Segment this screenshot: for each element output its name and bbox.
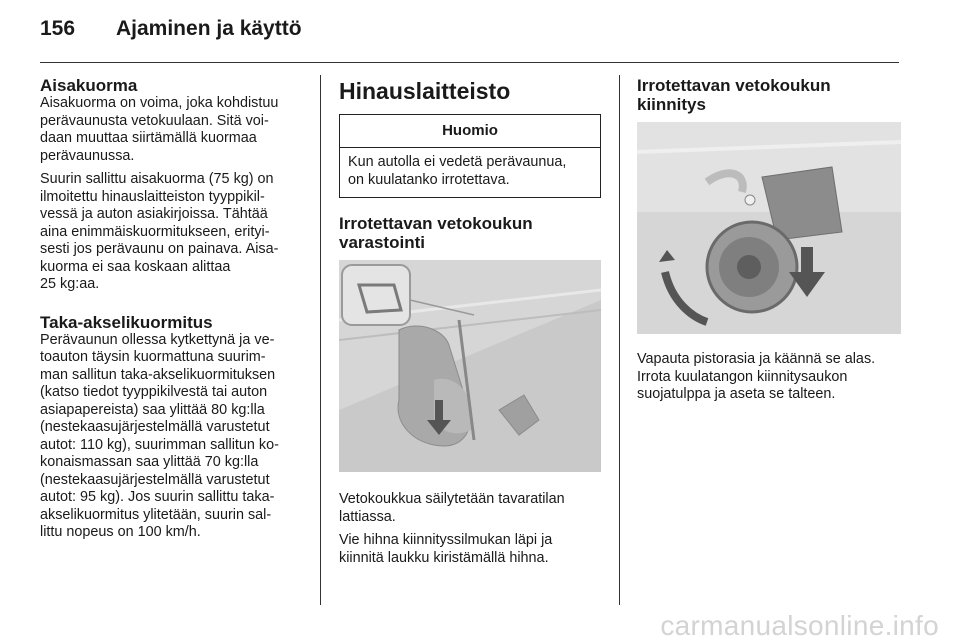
page-number: 156 bbox=[40, 17, 76, 40]
notice-box bbox=[339, 114, 601, 198]
section-heading-kiinnitys: Irrotettavan vetokoukun kiinnitys bbox=[637, 76, 831, 114]
column-2 bbox=[339, 76, 601, 573]
section-heading-varastointi: Irrotettavan vetokoukun varastointi bbox=[339, 214, 533, 252]
watermark: carmanualsonline.info bbox=[660, 610, 939, 641]
notice-title: Huomio bbox=[340, 115, 600, 148]
notice-body: Kun autolla ei vedetä perävaunua, on kuulatanko irrotettava. bbox=[348, 154, 567, 188]
page-header bbox=[40, 17, 302, 47]
paragraph-varastointi-2: Vie hihna kiinnityssilmukan läpi ja kiinnitä laukku kiristämällä hihna. bbox=[339, 532, 553, 566]
column-divider-2 bbox=[619, 75, 620, 605]
mounting-illustration bbox=[637, 122, 901, 334]
header-divider bbox=[40, 62, 899, 63]
column-1 bbox=[40, 76, 305, 548]
paragraph-taka-akselikuormitus: Perävaunun ollessa kytkettynä ja ve- toauton täysin kuormattuna suurim- man sallitun taka-akselikuormituksen (katso tiedot tyyppikilvestä tai auton asiapapereista) saa ylittää 80 kg:lla (nestekaasujärjestelmällä varustetut autot: 110 kg), suurimman sallitun ko- konaismassan saa ylittää 70 kg:lla (nestekaasujärjestelmällä varustetut autot: 95 kg). Jos suurin sallittu taka- akselikuormitus ylitetään, suurin sal- littu nopeus on 100 km/h. bbox=[40, 331, 279, 540]
section-heading-taka-akselikuormitus: Taka-akselikuormitus bbox=[40, 312, 213, 332]
storage-illustration bbox=[339, 260, 601, 472]
page-title: Ajaminen ja käyttö bbox=[116, 17, 302, 40]
column-divider-1 bbox=[320, 75, 321, 605]
paragraph-aisakuorma-1: Aisakuorma on voima, joka kohdistuu perävaunusta vetokuulaan. Sitä voi- daan muuttaa siirtämällä kuormaa perävaunussa. bbox=[40, 95, 279, 164]
paragraph-aisakuorma-2: Suurin sallittu aisakuorma (75 kg) on ilmoitettu hinauslaitteiston tyyppikil- vessä ja auton asiakirjoissa. Tähtää aina enimmäiskuormitukseen, erityi- sesti jos perävaunu on painava. Aisa- kuorma ei saa koskaan alittaa 25 kg:aa. bbox=[40, 171, 279, 292]
paragraph-kiinnitys: Vapauta pistorasia ja käännä se alas. Irrota kuulatangon kiinnitysaukon suojatulppa ja aseta se talteen. bbox=[637, 351, 876, 402]
section-title-hinauslaitteisto: Hinauslaitteisto bbox=[339, 78, 511, 104]
paragraph-varastointi-1: Vetokoukkua säilytetään tavaratilan lattiassa. bbox=[339, 491, 565, 525]
section-heading-aisakuorma: Aisakuorma bbox=[40, 76, 138, 95]
column-3 bbox=[637, 76, 902, 404]
